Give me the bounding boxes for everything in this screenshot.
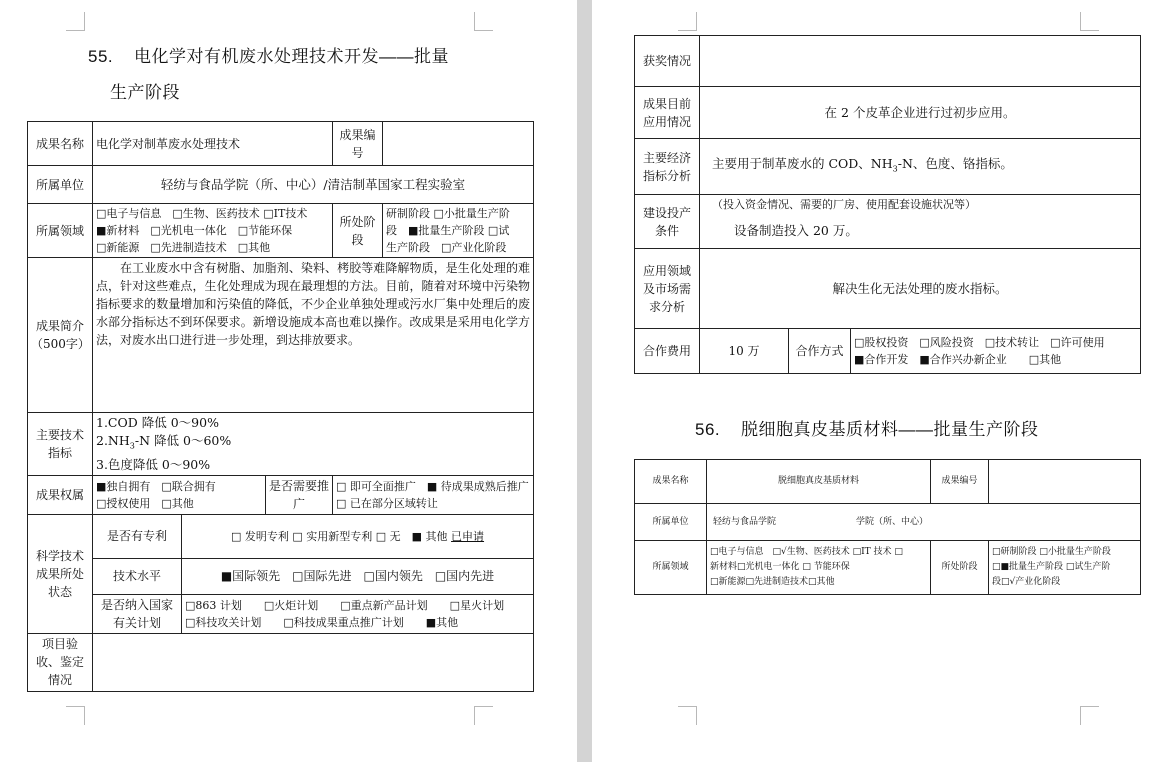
crop-mark <box>678 12 697 31</box>
document-page-left <box>0 0 577 762</box>
econ-label: 主要经济指标分析 <box>635 139 700 195</box>
unit-label: 所属单位 <box>28 166 93 204</box>
stage-option-line: 段□√产业化阶段 <box>992 577 1061 587</box>
promo-option-line: □ 即可全面推广 ■ 待成果成熟后推广 <box>336 479 529 493</box>
market-label: 应用领域及市场需求分析 <box>635 249 700 329</box>
rights-options <box>93 475 266 514</box>
coop-options <box>851 329 1141 374</box>
code-label: 成果编号 <box>333 122 383 166</box>
unit-value: 轻纺与食品学院（所、中心）/清洁制革国家工程实验室 <box>93 166 534 204</box>
market-value: 解决生化无法处理的废水指标。 <box>700 249 1141 329</box>
promo-label: 是否需要推广 <box>266 475 333 514</box>
stage-label: 所处阶段 <box>333 204 383 258</box>
apply-value: 在 2 个皮革企业进行过初步应用。 <box>700 87 1141 139</box>
plan-option-line: □863 计划 □火炬计划 □重点新产品计划 □星火计划 <box>185 598 505 612</box>
achievement-form-55 <box>27 121 534 692</box>
fee-value: 10 万 <box>700 329 789 374</box>
build-hint: （投入资金情况、需要的厂房、使用配套设施状况等） <box>712 198 976 211</box>
patent-label: 是否有专利 <box>93 514 182 558</box>
crop-mark <box>474 706 493 725</box>
econ-value: 主要用于制革废水的 COD、$NH_3-N$、色度、铬指标。 <box>700 139 1141 195</box>
stage-options <box>989 541 1141 595</box>
tech-indicators <box>93 413 534 476</box>
name-label: 成果名称 <box>28 122 93 166</box>
section-title: 脱细胞真皮基质材料——批量生产阶段 <box>741 420 1039 439</box>
coop-option-line: ■合作开发 ■合作兴办新企业 □其他 <box>854 353 1062 366</box>
rights-label: 成果权属 <box>28 475 93 514</box>
tech-line: 3.色度降低 0～90% <box>96 456 211 472</box>
stage-label: 所处阶段 <box>931 541 989 595</box>
field-option-line: □电子与信息 □生物、医药技术 □IT技术 <box>96 207 308 220</box>
section-number: 56. <box>695 420 721 439</box>
section-heading <box>88 42 449 67</box>
name-value: 电化学对制革废水处理技术 <box>93 122 333 166</box>
apply-label: 成果目前应用情况 <box>635 87 700 139</box>
accept-value <box>93 633 534 691</box>
plan-options <box>182 594 534 633</box>
document-page-right <box>592 0 1169 762</box>
accept-label: 项目验收、鉴定情况 <box>28 633 93 691</box>
stage-option-line: 研制阶段 □小批量生产阶 <box>386 207 510 220</box>
achievement-form-56 <box>634 459 1141 595</box>
rights-option-line: □授权使用 □其他 <box>96 496 194 510</box>
tech-label: 主要技术指标 <box>28 413 93 476</box>
field-label: 所属领域 <box>28 204 93 258</box>
coop-option-line: □股权投资 □风险投资 □技术转让 □许可使用 <box>854 336 1105 349</box>
stage-option-line: □■批量生产阶段 □试生产阶 <box>992 562 1111 572</box>
code-value <box>989 460 1141 504</box>
promo-options <box>333 475 534 514</box>
section-number: 55. <box>88 47 114 66</box>
field-option-line: □新能源 □先进制造技术 □其他 <box>96 241 271 254</box>
stage-option-line: □研制阶段 □小批量生产阶段 <box>992 547 1111 557</box>
name-label: 成果名称 <box>635 460 707 504</box>
page-gutter <box>577 0 592 762</box>
name-value: 脱细胞真皮基质材料 <box>707 460 931 504</box>
field-option-line: ■新材料 □光机电一体化 □节能环保 <box>96 224 293 237</box>
field-option-line: □新能源□先进制造技术□其他 <box>710 577 835 587</box>
crop-mark <box>1080 706 1099 725</box>
field-options <box>93 204 333 258</box>
plan-label: 是否纳入国家有关计划 <box>93 594 182 633</box>
tech-line: $2.NH_3-N$ 降低 0～60% <box>96 433 232 451</box>
fee-label: 合作费用 <box>635 329 700 374</box>
unit-label: 所属单位 <box>635 504 707 541</box>
intro-text: 在工业废水中含有树脂、加脂剂、染料、栲胶等难降解物质，是生化处理的难点，针对这些难点，生化处理成为现在最理想的方法。目前，随着对环境中污染物指标要求的数量增加和污染值的降低，不少企业单独处理或污水厂集中处理后的废水部分指标达不到环保要求。新增设施成本高也难以操作。改成果是采用电化学方法，对废水出口进行进一步处理，到达排放要求。 <box>93 258 534 413</box>
build-value: 设备制造投入 20 万。 <box>734 223 858 238</box>
build-label: 建设投产条件 <box>635 195 700 249</box>
coop-label: 合作方式 <box>789 329 851 374</box>
section-title: 电化学对有机废水处理技术开发——批量 <box>134 47 450 66</box>
stage-options <box>383 204 534 258</box>
level-options: ■国际领先 □国际先进 □国内领先 □国内先进 <box>182 558 534 594</box>
patent-options: □ 发明专利 □ 实用新型专利 □ 无 ■ 其他 已申请 <box>182 514 534 558</box>
status-label: 科学技术成果所处状态 <box>28 514 93 633</box>
award-label: 获奖情况 <box>635 36 700 87</box>
field-option-line: □电子与信息 □√生物、医药技术 □IT 技术 □ <box>710 547 903 557</box>
stage-option-line: 段 ■批量生产阶段 □试 <box>386 224 510 237</box>
code-label: 成果编号 <box>931 460 989 504</box>
stage-option-line: 生产阶段 □产业化阶段 <box>386 241 507 254</box>
crop-mark <box>474 12 493 31</box>
level-label: 技术水平 <box>93 558 182 594</box>
section-heading-56 <box>695 415 1039 440</box>
section-title-continued: 生产阶段 <box>110 83 180 102</box>
intro-label: 成果简介（500字） <box>28 258 93 413</box>
crop-mark <box>66 12 85 31</box>
tech-line: 1.COD 降低 0～90% <box>96 415 219 430</box>
crop-mark <box>678 706 697 725</box>
build-value-cell <box>700 195 1141 249</box>
code-value <box>383 122 534 166</box>
achievement-form-55-continued <box>634 35 1141 374</box>
field-options <box>707 541 931 595</box>
plan-option-line: □科技攻关计划 □科技成果重点推广计划 ■其他 <box>185 615 459 629</box>
crop-mark <box>1080 12 1099 31</box>
crop-mark <box>66 706 85 725</box>
promo-option-line: □ 已在部分区域转让 <box>336 496 438 510</box>
patent-other-value: 已申请 <box>451 529 485 543</box>
award-value <box>700 36 1141 87</box>
field-option-line: 新材料□光机电一体化 □ 节能环保 <box>710 562 850 572</box>
unit-value: 轻纺与食品学院 学院（所、中心） <box>707 504 1141 541</box>
rights-option-line: ■独自拥有 □联合拥有 <box>96 479 216 493</box>
field-label: 所属领域 <box>635 541 707 595</box>
